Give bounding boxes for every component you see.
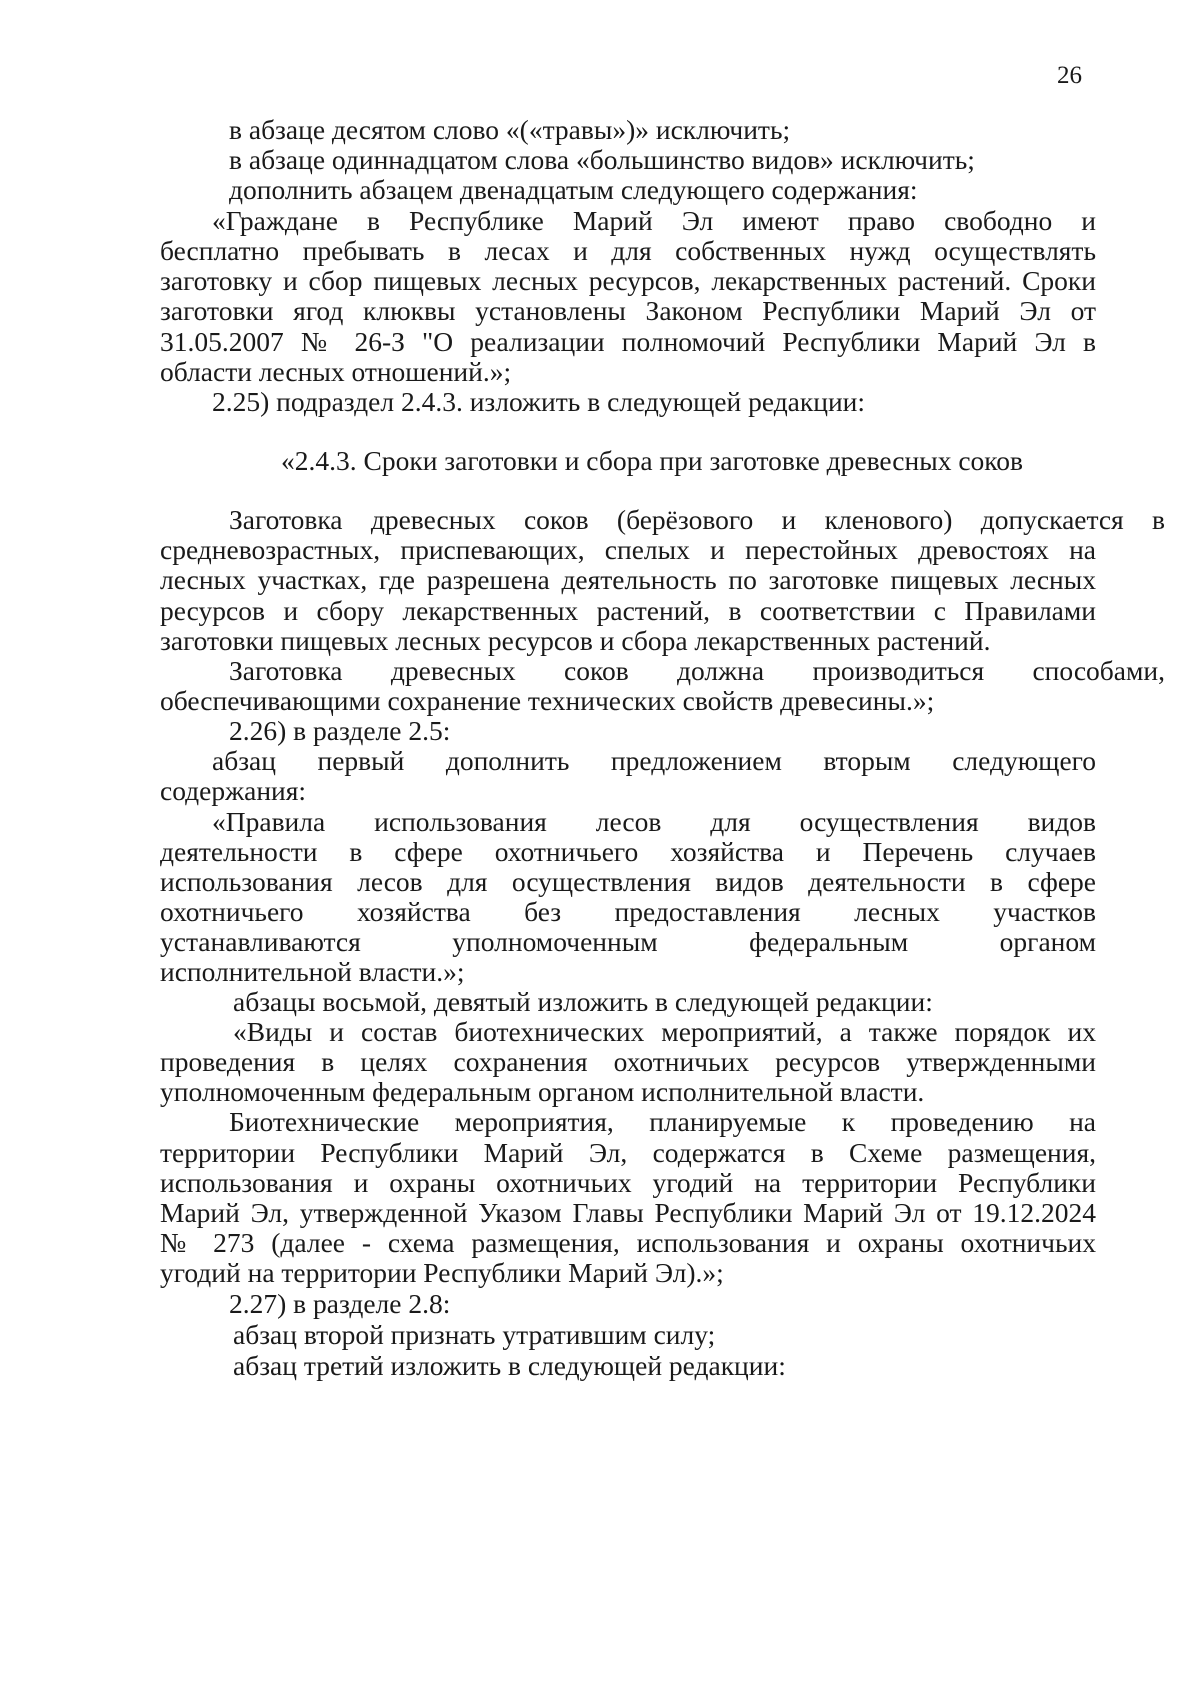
text-line: территории Республики Марий Эл, содержатся в Схеме размещения,: [160, 1137, 1096, 1168]
text-line: «Виды и состав биотехнических мероприятий, а также порядок их: [233, 1016, 1096, 1047]
text-line: № 273 (далее - схема размещения, использования и охраны охотничьих: [160, 1227, 1096, 1258]
text-line: деятельности в сфере охотничьего хозяйства и Перечень случаев: [160, 836, 1096, 867]
text-line: дополнить абзацем двенадцатым следующего содержания:: [229, 174, 918, 205]
text-line: абзацы восьмой, девятый изложить в следующей редакции:: [233, 986, 933, 1017]
text-line: абзац третий изложить в следующей редакции:: [233, 1350, 786, 1381]
text-line: охотничьего хозяйства без предоставления лесных участков: [160, 896, 1096, 927]
text-line: Заготовка древесных соков (берёзового и кленового) допускается в: [229, 504, 1165, 535]
text-line: использования лесов для осуществления видов деятельности в сфере: [160, 866, 1096, 897]
text-line: Заготовка древесных соков должна производиться способами,: [229, 655, 1165, 686]
text-line: 2.25) подраздел 2.4.3. изложить в следующей редакции:: [212, 386, 866, 417]
text-line: в абзаце десятом слово «(«травы»)» исключить;: [229, 114, 791, 145]
text-line: заготовку и сбор пищевых лесных ресурсов, лекарственных растений. Сроки: [160, 265, 1096, 296]
text-line: уполномоченным федеральным органом исполнительной власти.: [160, 1076, 925, 1107]
text-line: средневозрастных, приспевающих, спелых и перестойных древостоях на: [160, 534, 1096, 565]
text-line: использования и охраны охотничьих угодий на территории Республики: [160, 1167, 1096, 1198]
text-line: 2.26) в разделе 2.5:: [229, 715, 451, 746]
text-line: содержания:: [160, 775, 307, 806]
text-line: 31.05.2007 № 26-З "О реализации полномочий Республики Марий Эл в: [160, 326, 1096, 357]
text-line: исполнительной власти.»;: [160, 956, 465, 987]
text-line: устанавливаются уполномоченным федеральным органом: [160, 926, 1096, 957]
text-line: лесных участках, где разрешена деятельность по заготовке пищевых лесных: [160, 564, 1096, 595]
section-heading: «2.4.3. Сроки заготовки и сбора при заготовке древесных соков: [281, 445, 1023, 476]
text-line: заготовки ягод клюквы установлены Законом Республики Марий Эл от: [160, 295, 1096, 326]
text-line: угодий на территории Республики Марий Эл).»;: [160, 1257, 724, 1288]
text-line: Марий Эл, утвержденной Указом Главы Республики Марий Эл от 19.12.2024: [160, 1197, 1096, 1228]
text-line: Биотехнические мероприятия, планируемые к проведению на: [229, 1106, 1096, 1137]
text-line: «Граждане в Республике Марий Эл имеют право свободно и: [212, 205, 1096, 236]
text-line: заготовки пищевых лесных ресурсов и сбора лекарственных растений.: [160, 625, 991, 656]
text-line: 2.27) в разделе 2.8:: [229, 1288, 451, 1319]
text-line: бесплатно пребывать в лесах и для собственных нужд осуществлять: [160, 235, 1096, 266]
text-line: проведения в целях сохранения охотничьих ресурсов утвержденными: [160, 1046, 1096, 1077]
text-line: в абзаце одиннадцатом слова «большинство видов» исключить;: [229, 144, 975, 175]
text-line: «Правила использования лесов для осуществления видов: [212, 806, 1096, 837]
page-number: 26: [1057, 62, 1082, 89]
text-line: абзац первый дополнить предложением вторым следующего: [212, 745, 1096, 776]
text-line: обеспечивающими сохранение технических свойств древесины.»;: [160, 685, 935, 716]
text-line: ресурсов и сбору лекарственных растений, в соответствии с Правилами: [160, 595, 1096, 626]
text-line: абзац второй признать утратившим силу;: [233, 1319, 716, 1350]
text-line: области лесных отношений.»;: [160, 356, 512, 387]
